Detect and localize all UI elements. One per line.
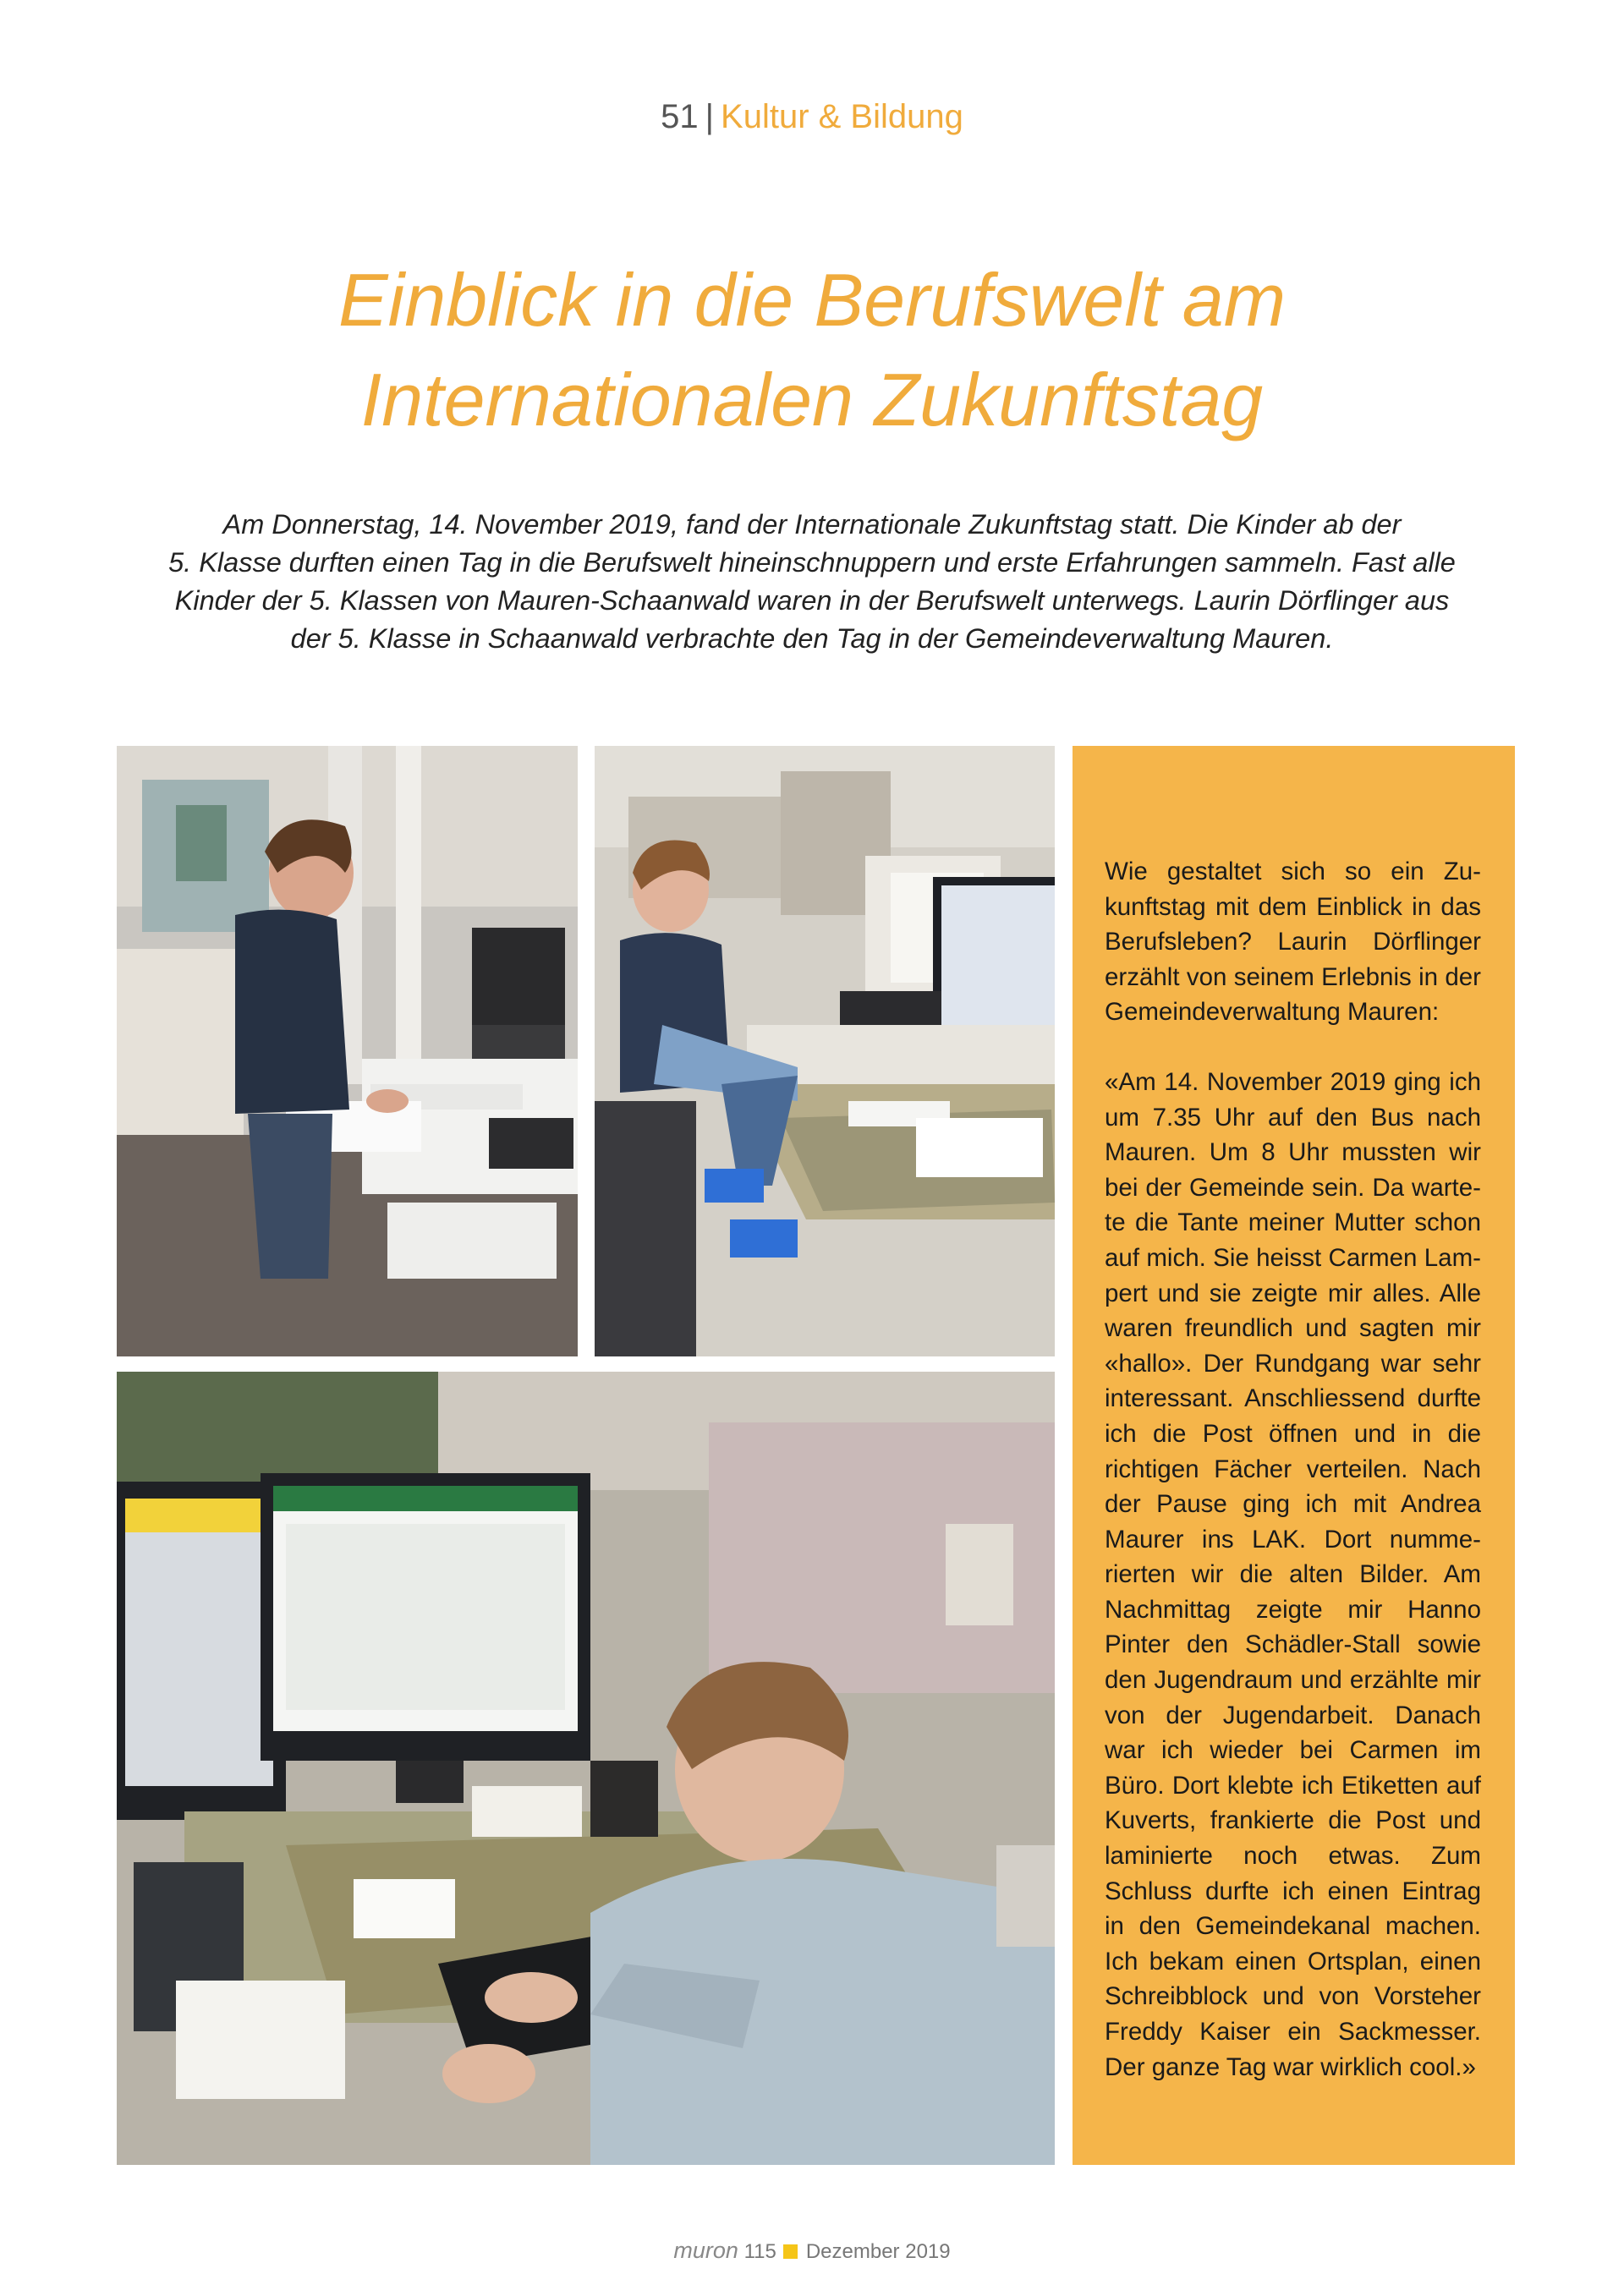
page-number: 51 (661, 98, 699, 135)
photo-illustration (117, 746, 578, 1356)
issue-number: 115 (743, 2240, 776, 2263)
photo-boy-typing-at-computer (117, 1372, 1055, 2165)
header-separator: | (705, 98, 715, 135)
section-title: Kultur & Bildung (721, 98, 963, 135)
photo-illustration (595, 746, 1055, 1356)
sidebar-quote-paragraph: «Am 14. November 2019 ging ich um 7.35 Uhr auf den Bus nach Mauren. Um 8 Uhr mussten wir bei der Gemeinde sein. Da wartete die Tante meiner Mutter schon auf mich. Sie heisst Carmen Lampert und sie zeigte mir alles. Alle waren freundlich und sagten mir «hallo». Der Rundgang war sehr interessant. Anschliessend durfte ich die Post öffnen und in die richtigen Fächer verteilen. Nach der Pause ging ich mit Andrea Maurer ins LAK. Dort nummerierten wir die alten Bilder. Am Nachmittag zeigte mir Hanno Pinter den Schädler-Stall sowie den Jugendraum und erzählte mir von der Jugendarbeit. Danach war ich wieder bei Carmen im Büro. Dort klebte ich Etiketten auf Kuverts, frankierte die Post und laminierte noch etwas. Zum Schluss durfte ich einen Eintrag in den Gemeindekanal machen. Ich bekam einen Ortsplan, einen Schreibblock und von Vorsteher Freddy Kaiser ein Sackmesser. Der ganze Tag war wirklich cool.» (1105, 1067, 1481, 2081)
lead-line: Am Donnerstag, 14. November 2019, fand der Internationale Zukunftstag statt. Die Kinder ab der (222, 509, 1402, 540)
magazine-name: muron (673, 2238, 738, 2263)
issue-date: Dezember 2019 (805, 2240, 951, 2263)
article-title-line-2: Internationalen Zukunftstag (360, 358, 1264, 441)
sidebar-intro-paragraph: Wie gestaltet sich so ein Zukunftstag mit dem Einblick in das Berufsleben? Laurin Dörflinger erzählt von seinem Erlebnis in der Gemeindeverwaltung Mauren: (1105, 858, 1481, 1027)
photo-boy-standing-at-desk (117, 746, 578, 1356)
lead-line: der 5. Klasse in Schaanwald verbrachte den Tag in der Gemeindeverwaltung Mauren. (290, 623, 1334, 654)
lead-line: 5. Klasse durften einen Tag in die Berufswelt hineinschnuppern und erste Erfahrungen sammeln. Fast alle (168, 547, 1456, 578)
photo-illustration (117, 1372, 1055, 2165)
article-lead (127, 506, 1497, 658)
lead-line: Kinder der 5. Klassen von Mauren-Schaanwald waren in der Berufswelt unterwegs. Laurin Dörflinger aus (174, 585, 1450, 616)
page-footer (0, 2238, 1624, 2265)
footer-square-icon (783, 2244, 798, 2259)
article-title-line-1: Einblick in die Berufswelt am (337, 258, 1287, 342)
page-header (0, 95, 1624, 139)
article-title (118, 250, 1506, 450)
sidebar-box (1073, 746, 1515, 2165)
photo-boy-sitting-at-desk (595, 746, 1055, 1356)
